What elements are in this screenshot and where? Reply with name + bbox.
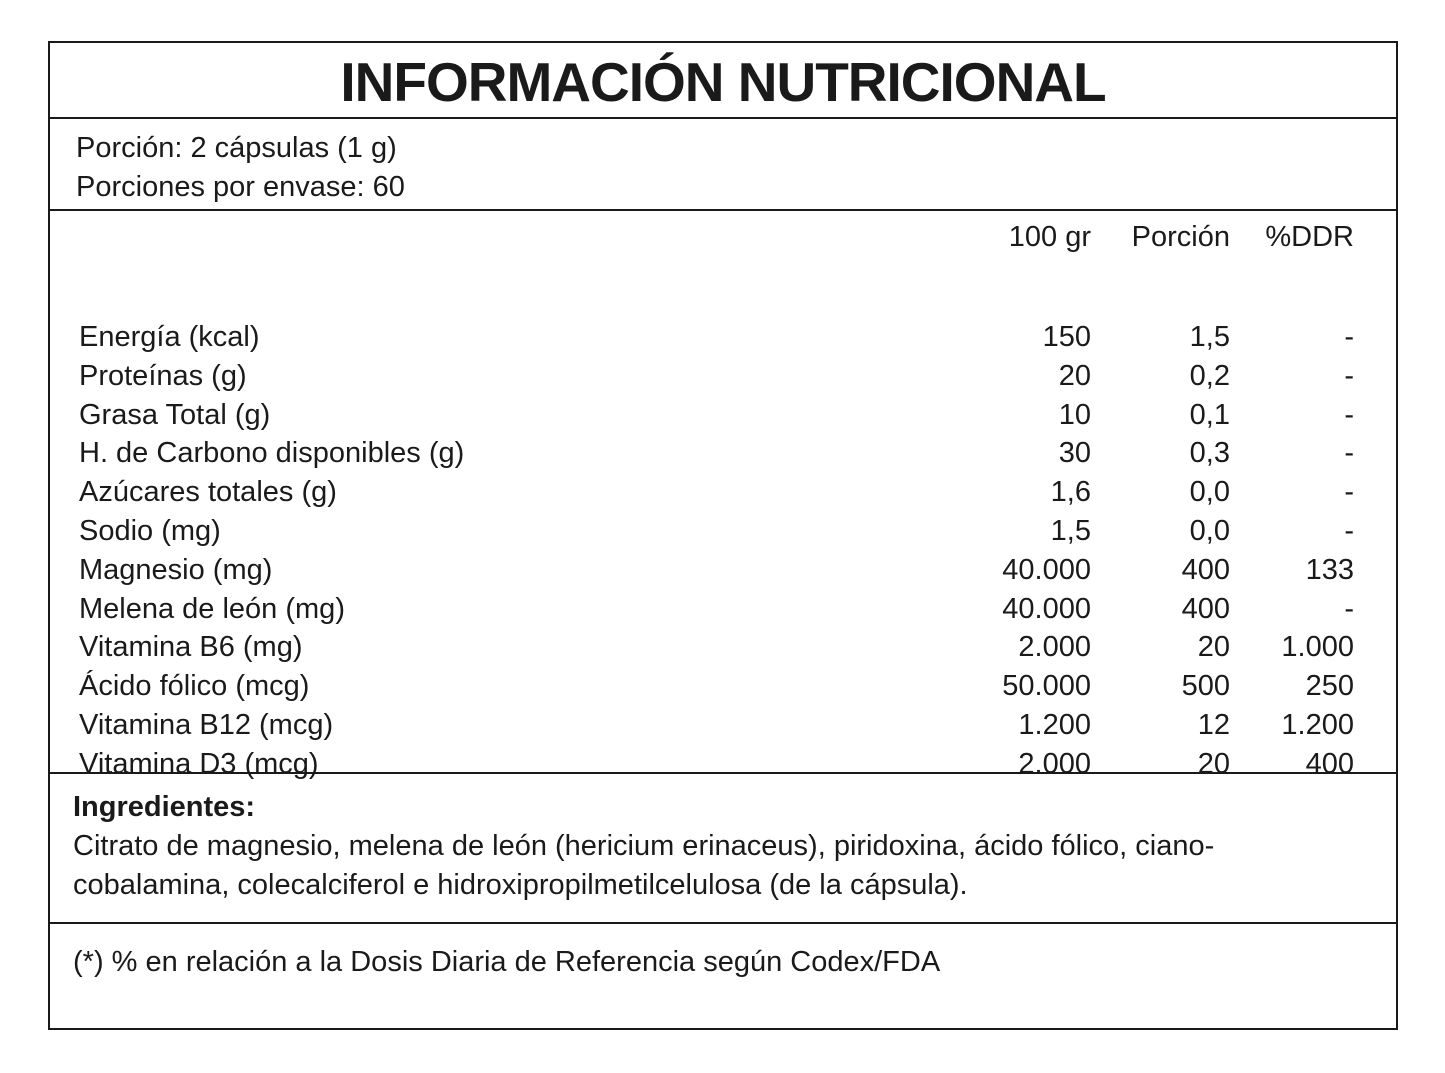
- nutrient-per-portion: 1,5: [1189, 321, 1230, 353]
- nutrient-per-100g: 20: [1058, 359, 1091, 392]
- nutrient-ddr: -: [1344, 476, 1354, 509]
- nutrient-per-100g: 1,6: [1050, 476, 1091, 509]
- nutrient-per-100g: 10: [1058, 398, 1091, 431]
- table-row: [50, 628, 1396, 667]
- serving-size: Porción: 2 cápsulas (1 g): [76, 132, 397, 164]
- table-row: [50, 706, 1396, 745]
- label-title: INFORMACIÓN NUTRICIONAL: [340, 50, 1106, 113]
- table-row: [50, 357, 1396, 396]
- ingredients-line: Citrato de magnesio, melena de león (hericium erinaceus), piridoxina, ácido fólico, ciano-: [73, 830, 1215, 862]
- table-row: [50, 590, 1396, 629]
- nutrient-per-100g: 2.000: [1018, 747, 1091, 780]
- nutrient-ddr: -: [1344, 359, 1354, 392]
- nutrient-per-100g: 1,5: [1050, 515, 1091, 547]
- nutrient-ddr: -: [1344, 321, 1354, 353]
- nutrient-ddr: -: [1344, 437, 1354, 470]
- nutrient-table: [50, 211, 1396, 780]
- footnote: (*) % en relación a la Dosis Diaria de Referencia según Codex/FDA: [73, 946, 941, 978]
- header-per-100g: 100 gr: [1008, 221, 1091, 253]
- nutrient-name: Proteínas (g): [79, 359, 247, 392]
- nutrient-per-portion: 400: [1181, 553, 1230, 586]
- nutrient-name: Magnesio (mg): [79, 553, 273, 586]
- header-ddr: %DDR: [1265, 221, 1354, 253]
- table-row: [50, 667, 1396, 706]
- nutrient-name: H. de Carbono disponibles (g): [79, 437, 465, 470]
- nutrient-ddr: -: [1344, 398, 1354, 431]
- nutrient-per-portion: 0,2: [1189, 359, 1230, 392]
- nutrient-per-100g: 1.200: [1018, 709, 1091, 741]
- nutrient-per-100g: 150: [1042, 321, 1091, 353]
- nutrient-ddr: -: [1344, 592, 1354, 625]
- nutrient-per-portion: 500: [1181, 670, 1230, 703]
- nutrient-ddr: 250: [1305, 670, 1354, 703]
- table-row: [50, 512, 1396, 551]
- nutrient-name: Sodio (mg): [79, 515, 221, 547]
- nutrient-name: Melena de león (mg): [79, 592, 345, 625]
- ingredients-section: [50, 774, 1396, 924]
- nutrient-name: Grasa Total (g): [79, 398, 271, 431]
- nutrient-per-portion: 20: [1197, 631, 1230, 664]
- serving-section: [50, 119, 1396, 211]
- table-row: [50, 396, 1396, 435]
- nutrient-ddr: 1.000: [1281, 631, 1354, 664]
- nutrient-per-portion: 0,1: [1189, 398, 1230, 431]
- nutrient-per-100g: 40.000: [1002, 592, 1091, 625]
- nutrient-name: Vitamina B6 (mg): [79, 631, 303, 664]
- header-per-portion: Porción: [1131, 221, 1230, 253]
- nutrition-label: [48, 41, 1398, 1030]
- nutrient-per-portion: 0,0: [1189, 476, 1230, 509]
- nutrient-per-100g: 50.000: [1002, 670, 1091, 703]
- nutrient-name: Energía (kcal): [79, 321, 260, 353]
- nutrient-name: Azúcares totales (g): [79, 476, 337, 509]
- table-row: [50, 551, 1396, 590]
- servings-per-container: Porciones por envase: 60: [76, 171, 405, 203]
- nutrient-per-100g: 40.000: [1002, 553, 1091, 586]
- nutrient-ddr: -: [1344, 515, 1354, 547]
- ingredients-line: cobalamina, colecalciferol e hidroxipropilmetilcelulosa (de la cápsula).: [73, 869, 968, 901]
- nutrient-name: Ácido fólico (mcg): [79, 670, 310, 703]
- title-section: [50, 43, 1396, 119]
- footnote-section: [50, 924, 1396, 1028]
- nutrient-ddr: 400: [1305, 747, 1354, 780]
- nutrient-name: Vitamina D3 (mcg): [79, 747, 319, 780]
- nutrient-per-portion: 400: [1181, 592, 1230, 625]
- table-header: [50, 218, 1396, 257]
- ingredients-title: Ingredientes:: [73, 791, 256, 823]
- nutrient-ddr: 1.200: [1281, 709, 1354, 741]
- nutrient-ddr: 133: [1305, 553, 1354, 586]
- table-row: [50, 318, 1396, 357]
- nutrient-per-portion: 0,0: [1189, 515, 1230, 547]
- nutrient-per-portion: 0,3: [1189, 437, 1230, 470]
- nutrient-name: Vitamina B12 (mcg): [79, 709, 334, 741]
- nutrient-per-portion: 20: [1197, 747, 1230, 780]
- table-row: [50, 473, 1396, 512]
- nutrient-per-100g: 2.000: [1018, 631, 1091, 664]
- nutrient-per-portion: 12: [1197, 709, 1230, 741]
- nutrient-per-100g: 30: [1058, 437, 1091, 470]
- table-row: [50, 434, 1396, 473]
